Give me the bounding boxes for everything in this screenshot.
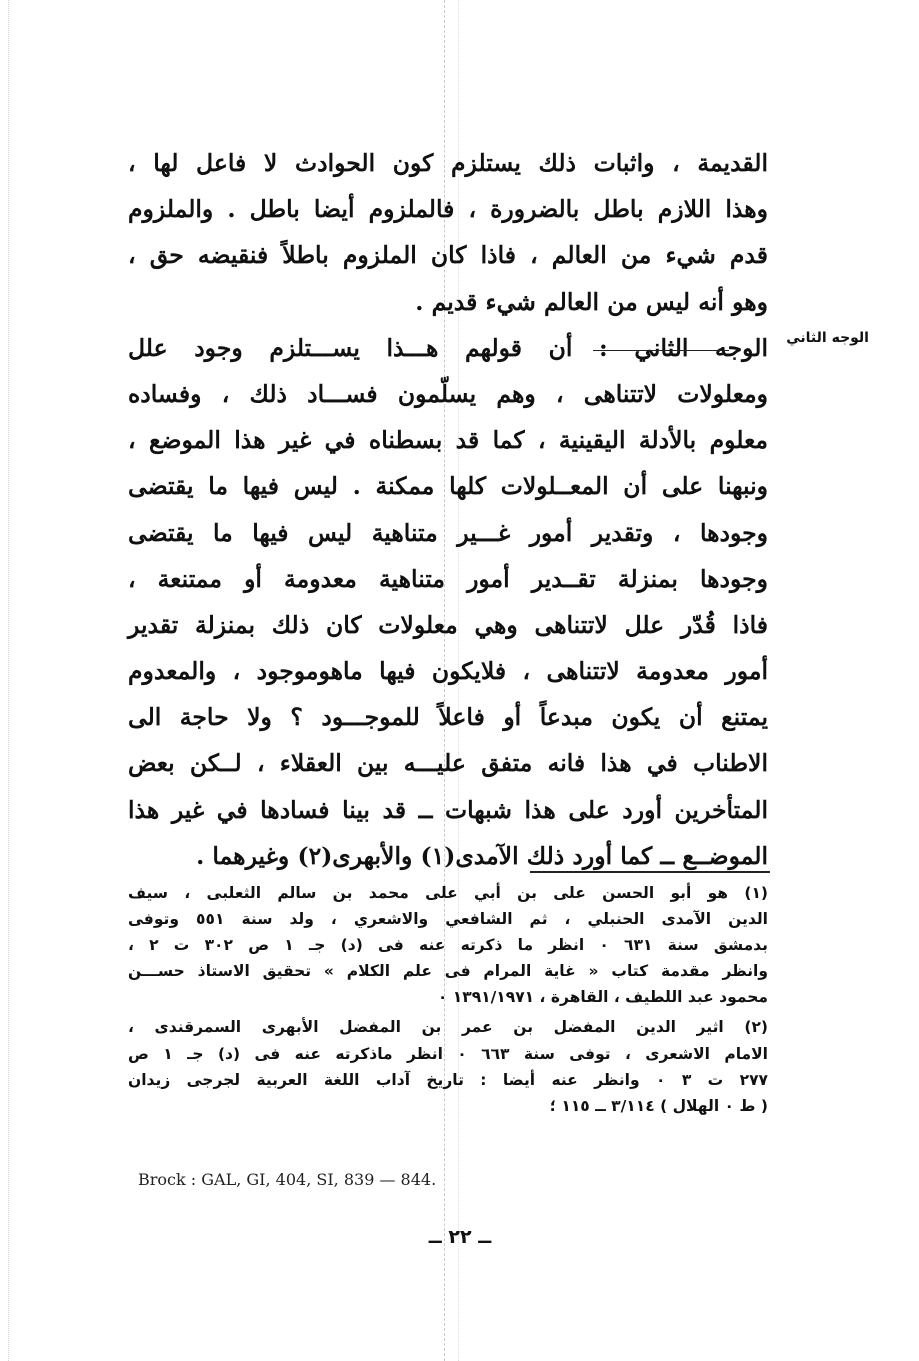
footnote-line: وانظر مقدمة كتاب « غاية المرام فى علم الكلام » تحقيق الاستاذ حســـن xyxy=(128,962,768,981)
text-line: معلوم بالأدلة اليقينية ، كما قد بسطناه في غير هذا الموضع ، xyxy=(128,426,768,455)
text-line: وهذا اللازم باطل بالضرورة ، فالملزوم أيضا باطل . والملزوم xyxy=(128,195,768,224)
text-line: وجودها ، وتقدير أمور غـــير متناهية ليس فيها ما يقتضى xyxy=(128,518,768,547)
footnote-line: بدمشق سنة ٦٣١ ٠ انظر ما ذكرته عنه فى (د) جـ ١ ص ٣٠٢ ت ٢ ، xyxy=(128,936,768,955)
footnote-line: (٢) اثير الدين المفضل بن عمر بن المفضل الأبهرى السمرقندى ، xyxy=(128,1018,768,1037)
text-line: وجودها بمنزلة تقــدير أمور متناهية معدومة أو ممتنعة ، xyxy=(128,564,768,593)
page-edge-shadow xyxy=(8,0,9,1361)
footnote-line: (١) هو أبو الحسن على بن أبي على محمد بن سالم الثعلبى ، سيف xyxy=(128,884,768,902)
page-number: ــ ٢٢ ــ xyxy=(428,1226,492,1248)
footnote-line: ٢٧٧ ت ٣ ٠ وانظر عنه أيضا : تاريخ آداب اللغة العربية لجرجى زيدان xyxy=(128,1070,769,1089)
margin-note: الوجه الثاني xyxy=(786,330,869,346)
text-line: وهو أنه ليس من العالم شيء قديم . xyxy=(415,287,768,316)
footnote-line: الدين الآمدى الحنبلي ، ثم الشافعي والاشعري ، ولد سنة ٥٥١ وتوفى xyxy=(128,910,768,929)
text-line: فاذا قُدّر علل لاتتناهى وهي معلولات كان ذلك بمنزلة تقدير xyxy=(128,610,768,639)
text-line: يمتنع أن يكون مبدعاً أو فاعلاً للموجـــود ؟ ولا حاجة الى xyxy=(128,703,768,732)
footnote-separator xyxy=(530,871,770,873)
text-line: ونبهنا على أن المعــلولات كلها ممكنة . ليس فيها ما يقتضى xyxy=(128,472,768,501)
text-line: أمور معدومة لاتتناهى ، فلايكون فيها ماهوموجود ، والمعدوم xyxy=(128,657,768,686)
text-line: القديمة ، واثبات ذلك يستلزم كون الحوادث لا فاعل لها ، xyxy=(128,149,768,177)
text-line: الموضــع ــ كما أورد ذلك الآمدى(١) والأبهرى(٢) وغيرهما . xyxy=(196,841,768,870)
footnote-line: محمود عبد اللطيف ، القاهرة ، ١٣٩١/١٩٧١ ٠ xyxy=(437,988,768,1007)
footnote-line: الامام الاشعرى ، توفى سنة ٦٦٣ ٠ انظر ماذكرته عنه فى (د) جـ ١ ص xyxy=(128,1044,768,1063)
heading-underline xyxy=(593,350,729,351)
text-line: ومعلولات لاتتناهى ، وهم يسلّمون فســـاد ذلك ، وفساده xyxy=(128,379,768,408)
footnote-line: ( ط ٠ الهلال ) ٣/١١٤ ــ ١١٥ ؛ xyxy=(549,1096,768,1115)
latin-reference: Brock : GAL, GI, 404, SI, 839 — 844. xyxy=(138,1170,437,1189)
footnotes xyxy=(128,880,768,1119)
text-line: قدم شيء من العالم ، فاذا كان الملزوم باطلاً فنقيضه حق ، xyxy=(128,241,768,270)
footnote-1 xyxy=(128,880,768,1010)
footnote-2 xyxy=(128,1014,768,1118)
main-text xyxy=(128,140,768,879)
text-line: المتأخرين أورد على هذا شبهات ــ قد بينا فسادها في غير هذا xyxy=(128,795,768,824)
text-line: الاطناب في هذا فانه متفق عليـــه بين العقلاء ، لــكن بعض xyxy=(128,749,768,778)
section-heading-line: الوجه الثاني : أن قولهم هـــذا يســـتلزم وجود علل xyxy=(128,333,768,362)
